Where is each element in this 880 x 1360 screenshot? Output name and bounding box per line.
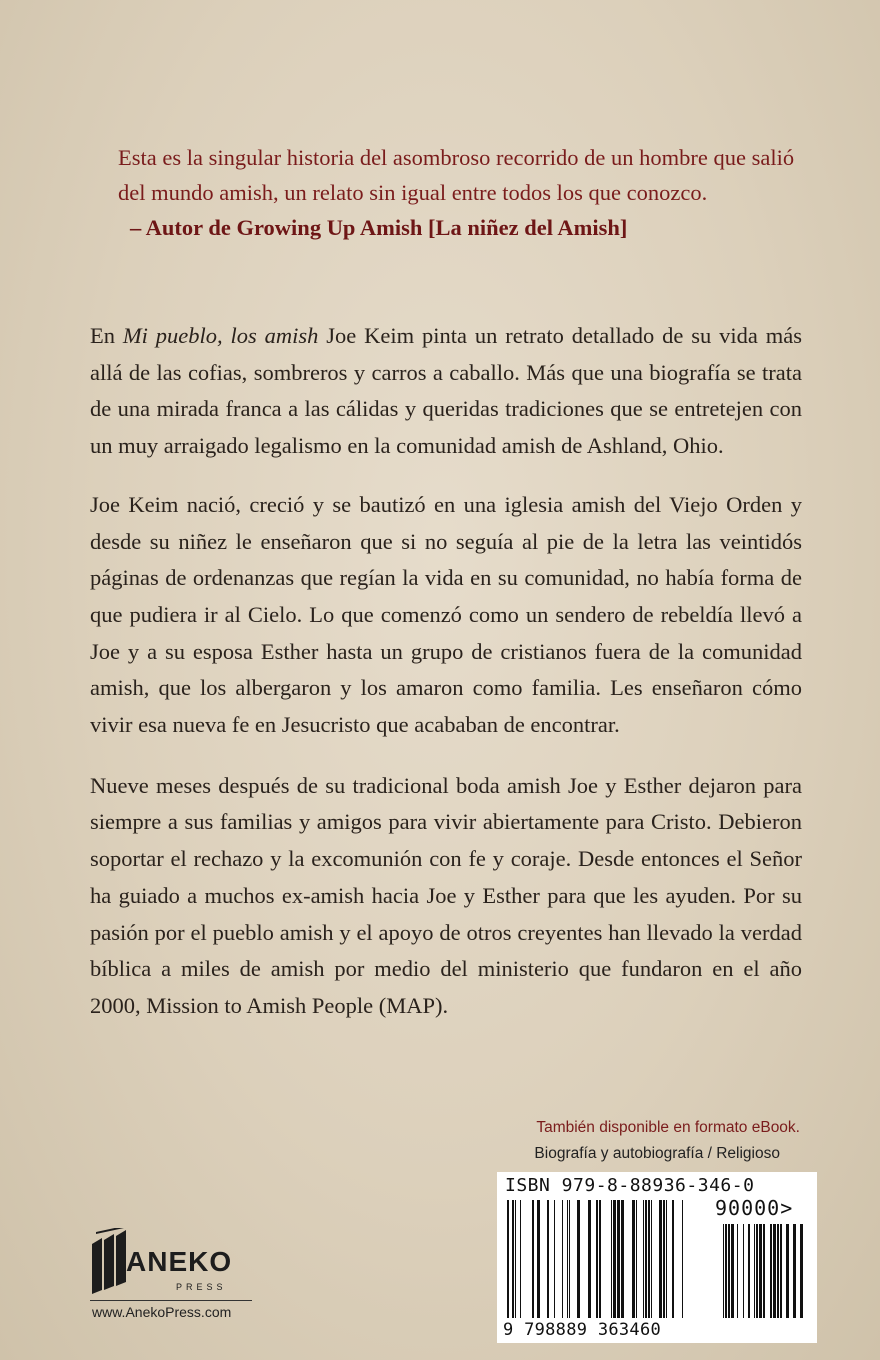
barcode-bar <box>621 1200 624 1318</box>
barcode-bar <box>666 1200 667 1318</box>
book-title-italic: Mi pueblo, los amish <box>122 323 319 348</box>
barcode-bar <box>537 1200 540 1318</box>
barcode-bar <box>567 1200 568 1318</box>
p1-rest: Joe Keim pinta un retrato detallado de su vida más allá de las cofias, sombreros y carros a caballo. Más que una biografía se trata de una mirada franca a las cálidas y queridas tradiciones que se entretejen con un muy arraigado legalismo en la comunidad amish de Ashland, Ohio. <box>90 323 802 459</box>
addon-bar <box>756 1224 758 1318</box>
addon-bar <box>780 1224 782 1318</box>
addon-bar <box>800 1224 803 1318</box>
barcode-bar <box>632 1200 635 1318</box>
addon-bar <box>723 1224 724 1318</box>
barcode-bar <box>577 1200 580 1318</box>
barcode-bar <box>663 1200 665 1318</box>
barcode-bar <box>596 1200 598 1318</box>
barcode-bar <box>515 1200 516 1318</box>
addon-bar <box>725 1224 727 1318</box>
addon-bar <box>777 1224 779 1318</box>
isbn-label: ISBN 979-8-88936-346-0 <box>505 1175 755 1196</box>
barcode-bar <box>507 1200 509 1318</box>
addon-bar <box>773 1224 776 1318</box>
barcode-bar <box>617 1200 620 1318</box>
addon-bar <box>759 1224 762 1318</box>
barcode-bar <box>611 1200 612 1318</box>
barcode-bar <box>682 1200 683 1318</box>
quote-attribution: – Autor de Growing Up Amish [La niñez del Amish] <box>130 215 628 240</box>
barcode-bar <box>651 1200 652 1318</box>
quote-text: Esta es la singular historia del asombroso recorrido de un hombre que salió del mundo amish, un relato sin igual entre todos los que conozco. <box>118 145 795 205</box>
addon-bar <box>793 1224 796 1318</box>
barcode-bar <box>554 1200 555 1318</box>
book-description <box>90 318 802 1047</box>
barcode-bar <box>562 1200 563 1318</box>
addon-bar <box>731 1224 734 1318</box>
logo-divider <box>90 1300 252 1301</box>
barcode-bar <box>512 1200 514 1318</box>
description-paragraph-1 <box>90 318 802 465</box>
barcode-bar <box>672 1200 674 1318</box>
addon-bar <box>737 1224 738 1318</box>
p1-lead: En <box>90 323 123 348</box>
barcode-bar <box>648 1200 650 1318</box>
ean-digits: 9 798889 363460 <box>503 1320 662 1340</box>
barcode-bar <box>532 1200 534 1318</box>
barcode-bar <box>569 1200 570 1318</box>
endorsement-quote <box>118 140 798 245</box>
publisher-imprint: PRESS <box>176 1282 227 1292</box>
publisher-website: www.AnekoPress.com <box>92 1304 232 1320</box>
addon-bar <box>786 1224 789 1318</box>
barcode-bar <box>547 1200 549 1318</box>
barcode-bar <box>520 1200 521 1318</box>
addon-bar <box>743 1224 744 1318</box>
addon-bar <box>748 1224 750 1318</box>
barcode-bar <box>643 1200 644 1318</box>
barcode-bar <box>659 1200 662 1318</box>
isbn-barcode <box>497 1172 817 1343</box>
barcode-bar <box>636 1200 637 1318</box>
barcode-bar <box>645 1200 647 1318</box>
barcode-bar <box>613 1200 616 1318</box>
ebook-availability: También disponible en formato eBook. <box>536 1119 800 1136</box>
addon-bar <box>754 1224 755 1318</box>
barcode-bar <box>599 1200 601 1318</box>
addon-bar <box>763 1224 765 1318</box>
barcode-bar <box>588 1200 591 1318</box>
addon-bar <box>728 1224 730 1318</box>
book-category: Biografía y autobiografía / Religioso <box>534 1145 780 1162</box>
addon-bar <box>770 1224 772 1318</box>
description-paragraph-2: Joe Keim nació, creció y se bautizó en una iglesia amish del Viejo Orden y desde su niñez le enseñaron que si no seguía al pie de la letra las veintidós páginas de ordenanzas que regían la vida en su comunidad, no había forma de que pudiera ir al Cielo. Lo que comenzó como un sendero de rebeldía llevó a Joe y a su esposa Esther hasta un grupo de cristianos fuera de la comunidad amish, que los albergaron y los amaron como familia. Les enseñaron cómo vivir esa nueva fe en Jesucristo que acababan de encontrar. <box>90 491 802 738</box>
description-paragraph-3: Nueve meses después de su tradicional boda amish Joe y Esther dejaron para siempre a sus familias y amigos para vivir abiertamente para Cristo. Debieron soportar el rechazo y la excomunión con fe y coraje. Desde entonces el Señor ha guiado a muchos ex-amish hacia Joe y Esther para que les ayuden. Por su pasión por el pueblo amish y el apoyo de otros creyentes han llevado la verdad bíblica a miles de amish por medio del ministerio que fundaron en el año 2000, Mission to Amish People (MAP). <box>90 772 802 1018</box>
price-addon: 90000> <box>715 1196 794 1220</box>
publisher-name: ANEKO <box>126 1246 233 1277</box>
